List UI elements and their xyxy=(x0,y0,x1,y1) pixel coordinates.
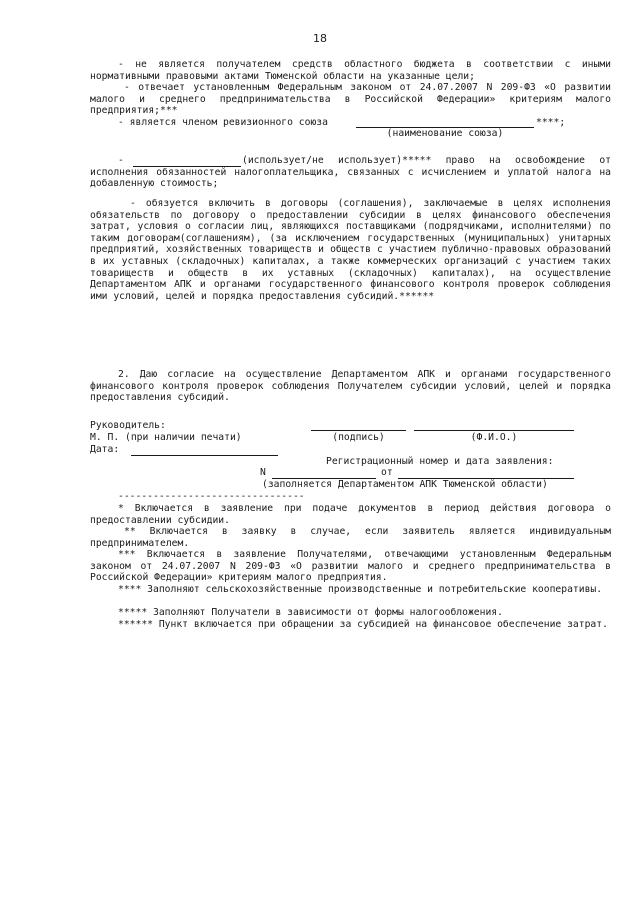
registration-heading: Регистрационный номер и дата заявления: xyxy=(326,456,554,467)
head-label: Руководитель: xyxy=(90,420,166,431)
footnote-separator: -------------------------------- xyxy=(118,491,305,502)
footnote-2: ** Включается в заявку в случае, если заявитель является индивидуальным предпринимателем. xyxy=(90,526,611,549)
fio-field[interactable] xyxy=(414,430,574,431)
condition-not-budget-recipient: - не является получателем средств областного бюджета в соответствии с иными нормативными правовыми актами Тюменской области на указанные цели; xyxy=(90,59,611,82)
condition-small-business-criteria: - отвечает установленным Федеральным законом от 24.07.2007 N 209-ФЗ «О развитии малого и среднего предпринимательства в Российской Федерации» критериям малого предприятия;*** xyxy=(90,82,611,117)
signature-field[interactable] xyxy=(311,430,406,431)
footnote-5: ***** Заполняют Получатели в зависимости от формы налогообложения. xyxy=(118,607,503,618)
registration-number-label: N xyxy=(260,467,266,478)
audit-union-caption: (наименование союза) xyxy=(386,128,504,139)
date-label: Дата: xyxy=(90,444,120,455)
fio-caption: (Ф.И.О.) xyxy=(470,432,518,443)
footnote-3: *** Включается в заявление Получателями, отвечающими установленным Федеральным законом от 24.07.2007 N 209-ФЗ «О развитии малого и среднего предпринимательства в Российской Федерации» критериям малого предприятия. xyxy=(90,549,611,584)
footnote-6: ****** Пункт включается при обращении за субсидией на финансовое обеспечение затрат. xyxy=(118,619,608,630)
registration-date-label: от xyxy=(381,467,393,478)
audit-union-footnote-mark: ****; xyxy=(536,117,566,128)
condition-vat-exemption: (использует/не использует)***** право на освобождение от исполнения обязанностей налогоплательщика, связанных с исчислением и уплатой налога на добавленную стоимость; xyxy=(90,155,611,190)
condition-audit-union-label: - является членом ревизионного союза xyxy=(118,117,328,128)
stamp-label: М. П. (при наличии печати) xyxy=(90,432,242,443)
footnote-4: **** Заполняют сельскохозяйственные производственные и потребительские кооперативы. xyxy=(118,584,603,595)
registration-caption: (заполняется Департаментом АПК Тюменской области) xyxy=(262,479,548,490)
date-field[interactable] xyxy=(131,455,278,456)
condition-contract-inclusion: - обязуется включить в договоры (соглашения), заключаемые в целях исполнения обязательств по договору о предоставлении субсидии в целях финансового обеспечения затрат, условия о согласии лиц, являющихся поставщиками (подрядчиками, исполнителями) по таким договорам(соглашениям), (за исключением государственных (муниципальных) унитарных предприятий, хозяйственных товариществ и обществ с участием публично-правовых образований в их уставных (складочных) капиталах, а также коммерческих организаций с участием таких товариществ и обществ в их уставных (складочных) капиталах), на осуществление Департаментом АПК и органами государственного финансового контроля проверок соблюдения ими условий, целей и порядка предоставления субсидий.****** xyxy=(90,198,611,302)
page-number: 18 xyxy=(313,32,327,45)
consent-paragraph: 2. Даю согласие на осуществление Департаментом АПК и органами государственного финансового контроля проверок соблюдения Получателем субсидии условий, целей и порядка предоставления субсидий. xyxy=(90,369,611,404)
vat-dash: - xyxy=(118,155,124,166)
footnote-1: * Включается в заявление при подаче документов в период действия договора о предоставлении субсидии. xyxy=(90,503,611,526)
signature-caption: (подпись) xyxy=(332,432,385,443)
